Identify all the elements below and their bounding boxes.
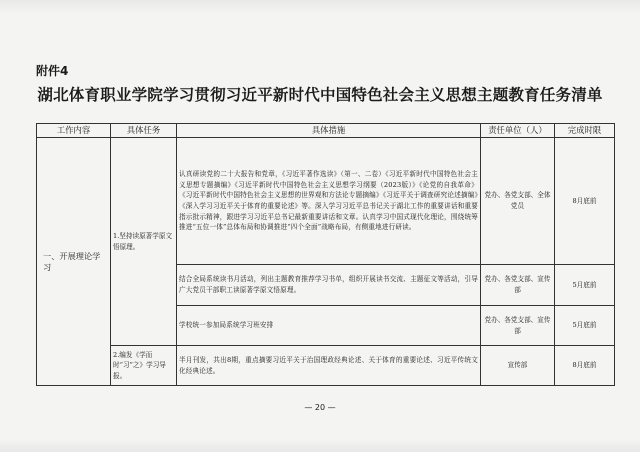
- document-title: 湖北体育职业学院学习贯彻习近平新时代中国特色社会主义思想主题教育任务清单: [37, 86, 603, 104]
- unit-cell: 党办、各党支部、全体党员: [481, 138, 555, 265]
- measure-cell: 结合全局系统读书月活动，列出主题教育推荐学习书单，组织开展读书交流、主题征文等活动，引导广大党员干部职工读原著学原文悟原理。: [177, 265, 481, 306]
- attachment-label: 附件4: [36, 64, 69, 78]
- task-cell: 1.坚持读原著学原文悟原理。: [111, 138, 177, 346]
- deadline-cell: 8月底前: [555, 138, 615, 265]
- table-header-row: [37, 124, 615, 138]
- unit-cell: 党办、各党支部、宣传部: [481, 265, 555, 306]
- measure-cell: 学校统一参加局系统学习班安排: [177, 306, 481, 346]
- header-measure: 具体措施: [177, 124, 481, 138]
- page-number: — 20 —: [304, 403, 336, 412]
- table-row: [37, 138, 615, 265]
- work-content-cell: 一、开展理论学习: [37, 138, 111, 386]
- deadline-cell: 8月底前: [555, 346, 615, 386]
- measure-cell: 半月刊发，共出8期，重点摘要习近平关于治国理政经典论述、关于体育的重要论述、习近平传统文化经典论述。: [177, 346, 481, 386]
- header-responsible-unit: 责任单位（人）: [481, 124, 555, 138]
- header-work-content: 工作内容: [37, 124, 111, 138]
- unit-cell: 宣传部: [481, 346, 555, 386]
- task-cell: 2.编发《学而时“习”之》学习导报。: [111, 346, 177, 386]
- header-task: 具体任务: [111, 124, 177, 138]
- task-table: [36, 123, 615, 386]
- deadline-cell: 5月底前: [555, 265, 615, 306]
- deadline-cell: 5月底前: [555, 306, 615, 346]
- unit-cell: 党办、各党支部、宣传部: [481, 306, 555, 346]
- header-deadline: 完成时限: [555, 124, 615, 138]
- table-row: [37, 346, 615, 386]
- measure-cell: 认真研读党的二十大报告和党章，《习近平著作选读》（第一、二卷）《习近平新时代中国特色社会主义思想专题摘编》《习近平新时代中国特色社会主义思想学习纲要（2023版）》《论党的自我革命》《习近平新时代中国特色社会主义思想的世界观和方法论专题摘编》《习近平关于调查研究论述摘编》《深入学习习近平关于体育的重要论述》等。深入学习习近平总书记关于湖北工作的重要讲话和重要指示批示精神，跟进学习习近平总书记最新重要讲话和文章。认真学习中国式现代化理论，围绕统筹推进“五位一体”总体布局和协调推进“四个全面”战略布局，有侧重地进行研读。: [177, 138, 481, 265]
